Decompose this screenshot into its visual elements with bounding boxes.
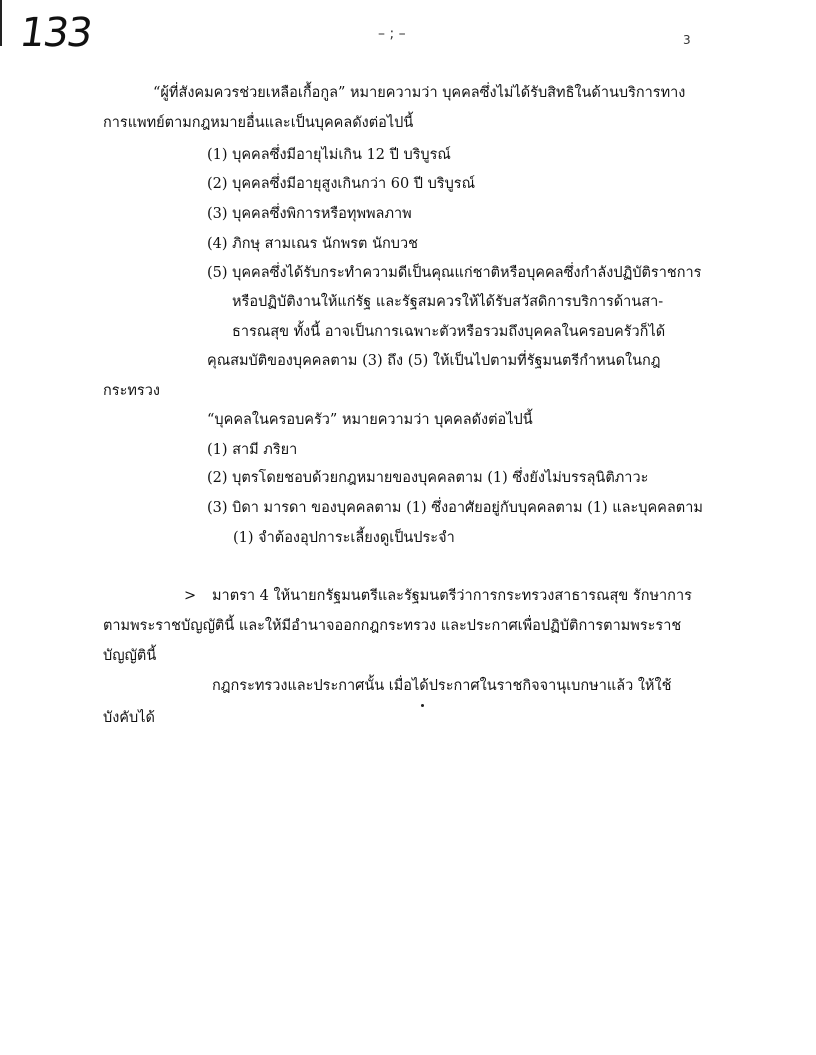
header-dash: – ; –: [378, 26, 406, 42]
section4-marker: >: [184, 588, 197, 604]
section4-line4: กฎกระทรวงและประกาศนั้น เมื่อได้ประกาศในราชกิจจานุเบกษาแล้ว ให้ใช้: [212, 678, 672, 694]
definition1-item-4: (4) ภิกษุ สามเณร นักพรต นักบวช: [207, 236, 418, 252]
definition2-item-3-cont: (1) จำต้องอุปการะเลี้ยงดูเป็นประจำ: [233, 530, 455, 546]
definition1-item-2: (2) บุคคลซึ่งมีอายุสูงเกินกว่า 60 ปี บริบูรณ์: [207, 176, 476, 192]
handwritten-number: 133: [16, 10, 94, 56]
definition1-item-5-cont2: ธารณสุข ทั้งนี้ อาจเป็นการเฉพาะตัวหรือรวมถึงบุคคลในครอบครัวก็ได้: [232, 324, 666, 340]
definition1-item-5: (5) บุคคลซึ่งได้รับกระทำความดีเป็นคุณแก่ชาติหรือบุคคลซึ่งกำลังปฏิบัติราชการ: [207, 265, 702, 281]
definition2-item-2: (2) บุตรโดยชอบด้วยกฎหมายของบุคคลตาม (1) ซึ่งยังไม่บรรลุนิติภาวะ: [207, 470, 649, 486]
definition2-item-3: (3) บิดา มารดา ของบุคคลตาม (1) ซึ่งอาศัยอยู่กับบุคคลตาม (1) และบุคคลตาม: [207, 500, 703, 516]
section4-line3: บัญญัตินี้: [103, 648, 157, 664]
definition1-item-3: (3) บุคคลซึ่งพิการหรือทุพพลภาพ: [207, 206, 412, 222]
section4-line1: มาตรา 4 ให้นายกรัฐมนตรีและรัฐมนตรีว่าการกระทรวงสาธารณสุข รักษาการ: [212, 588, 692, 604]
margin-line: [0, 0, 2, 46]
qualification-line2: กระทรวง: [103, 383, 160, 399]
scan-speck: [421, 704, 424, 707]
definition1-item-1: (1) บุคคลซึ่งมีอายุไม่เกิน 12 ปี บริบูรณ์: [207, 147, 451, 163]
section4-line2: ตามพระราชบัญญัตินี้ และให้มีอำนาจออกกฎกระทรวง และประกาศเพื่อปฏิบัติการตามพระราช: [103, 618, 682, 634]
definition2-item-1: (1) สามี ภริยา: [207, 442, 298, 458]
definition1-item-5-cont1: หรือปฏิบัติงานให้แก่รัฐ และรัฐสมควรให้ได้รับสวัสดิการบริการด้านสา-: [232, 294, 664, 310]
page-number: 3: [683, 33, 691, 47]
definition1-line1: “ผู้ที่สังคมควรช่วยเหลือเกื้อกูล” หมายความว่า บุคคลซึ่งไม่ได้รับสิทธิในด้านบริการทาง: [153, 85, 686, 101]
qualification-line1: คุณสมบัติของบุคคลตาม (3) ถึง (5) ให้เป็นไปตามที่รัฐมนตรีกำหนดในกฎ: [207, 353, 661, 369]
section4-line5: บังคับได้: [103, 710, 155, 726]
definition2-title: “บุคคลในครอบครัว” หมายความว่า บุคคลดังต่อไปนี้: [207, 412, 533, 428]
definition1-line2: การแพทย์ตามกฎหมายอื่นและเป็นบุคคลดังต่อไปนี้: [103, 115, 414, 131]
